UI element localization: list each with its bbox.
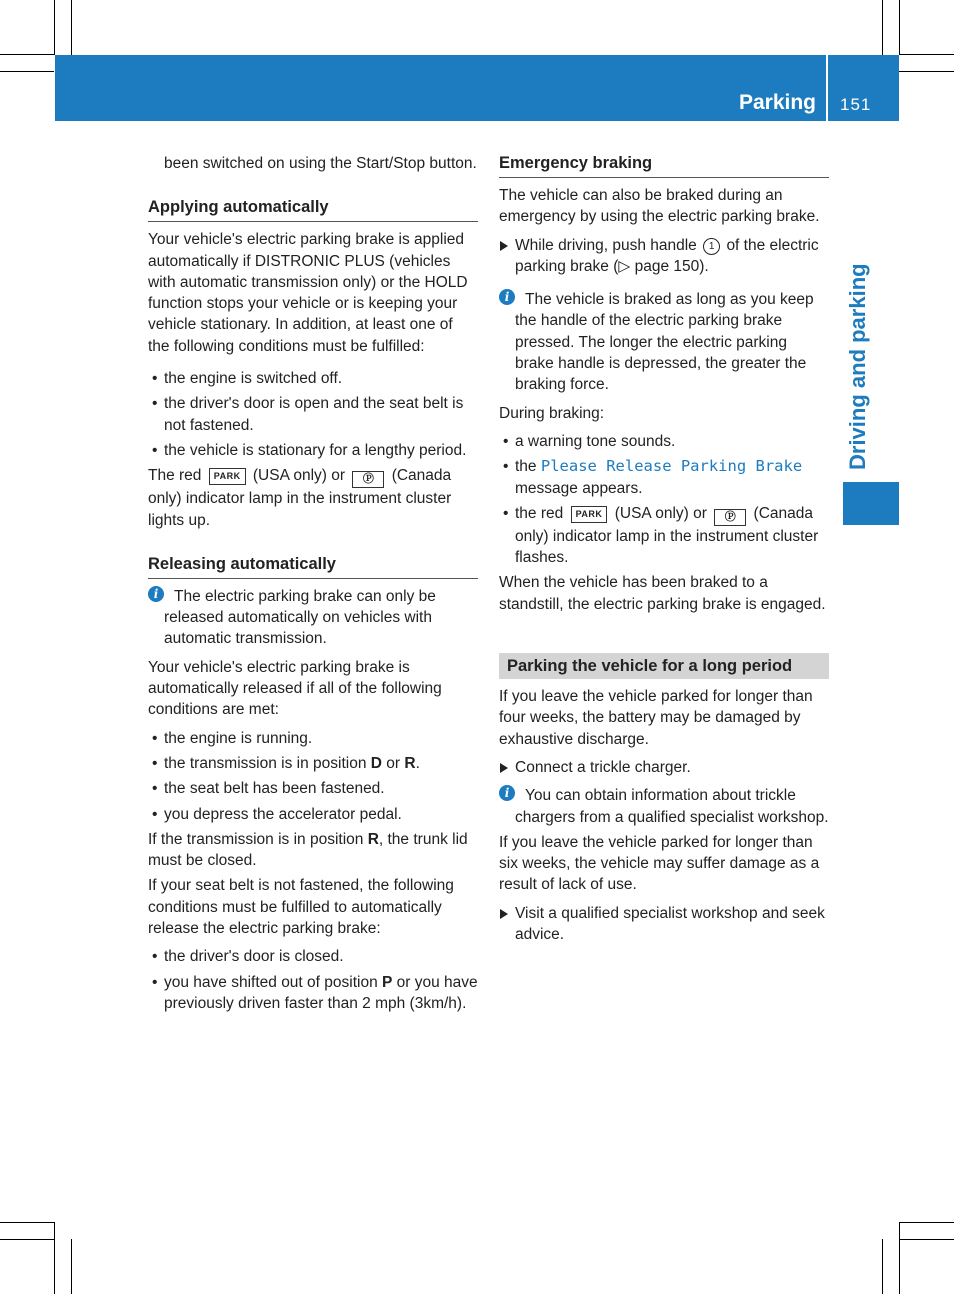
info-note [148, 586, 478, 650]
callout-number: 1 [703, 238, 720, 255]
section-title: Parking [738, 91, 816, 114]
instruction-step [499, 757, 829, 778]
crop-mark [0, 71, 54, 72]
emergency-paragraph: The vehicle can also be braked during an emergency by using the electric parking brake. [499, 187, 820, 226]
heading-applying: Applying automatically [148, 196, 478, 222]
crop-mark [899, 71, 954, 72]
heading-long-period: Parking the vehicle for a long period [499, 653, 829, 679]
display-message: Please Release Parking Brake [540, 457, 803, 476]
crop-mark [71, 0, 72, 55]
list-item-text: the [515, 458, 537, 476]
step-text: of the electric parking brake (▷ page 150). [515, 236, 819, 275]
step-text: Visit a qualified specialist workshop and seek advice. [515, 904, 825, 944]
crop-mark [0, 1222, 54, 1223]
step-text: While driving, push handle [515, 236, 697, 254]
crop-mark [899, 1222, 954, 1223]
crop-mark [882, 0, 883, 55]
standstill-paragraph: When the vehicle has been braked to a standstill, the electric parking brake is engaged. [499, 574, 826, 613]
instruction-step [499, 235, 829, 278]
instruction-step [499, 903, 829, 946]
header-divider [826, 55, 828, 121]
list-item: • the vehicle is stationary for a lengthy period. [148, 440, 478, 461]
crop-mark [71, 1239, 72, 1294]
crop-mark [0, 54, 54, 55]
crop-mark [899, 0, 900, 55]
long-period-paragraph: If you leave the vehicle parked for longer than four weeks, the battery may be damaged by exhaustive discharge. [499, 688, 813, 748]
info-note [499, 785, 829, 828]
list-item-text: you have shifted out of position [164, 973, 378, 991]
park-lamp-icon: PARK [209, 468, 246, 485]
right-column [499, 150, 829, 945]
trunk-text-pre: If the transmission is in position [148, 830, 364, 848]
list-item: • the seat belt has been fastened. [148, 778, 478, 799]
list-item-text: or [386, 754, 401, 772]
during-braking-label: During braking: [499, 404, 605, 422]
list-item: • you depress the accelerator pedal. [148, 804, 478, 825]
list-item-text: or you have previously driven faster than 2 mph (3km/h). [164, 973, 478, 1012]
gear-position-r: R [367, 830, 379, 848]
heading-releasing: Releasing automatically [148, 553, 478, 579]
step-text: Connect a trickle charger. [515, 758, 691, 776]
applying-paragraph: Your vehicle's electric parking brake is applied automatically if DISTRONIC PLUS (vehicles with automatic transmission only) or the HOLD function stops your vehicle or is keeping your vehicle stationary. In addition, at least one of the following conditions must be fulfilled: [148, 231, 468, 355]
crop-mark [899, 54, 954, 55]
list-item-text: the red [515, 504, 564, 522]
info-text: The electric parking brake can only be released automatically on vehicles with automatic transmission. [164, 587, 436, 648]
belt-paragraph: If your seat belt is not fastened, the following conditions must be fulfilled to automatically release the electric parking brake: [148, 877, 454, 938]
step-arrow-icon [500, 909, 508, 919]
list-item-text: (Canada only) indicator lamp in the instrument cluster flashes. [515, 504, 819, 567]
trunk-paragraph [148, 829, 478, 872]
step-arrow-icon [500, 241, 508, 251]
crop-mark [899, 1239, 954, 1240]
list-item [148, 972, 478, 1015]
p-lamp-icon: Ⓟ [714, 509, 746, 526]
releasing-paragraph: Your vehicle's electric parking brake is automatically released if all of the following conditions are met: [148, 658, 442, 719]
heading-emergency: Emergency braking [499, 152, 829, 178]
info-icon: i [148, 586, 164, 602]
list-item: • the driver's door is closed. [148, 946, 478, 967]
list-item: • the driver's door is open and the seat belt is not fastened. [148, 393, 478, 436]
list-item [148, 753, 478, 774]
info-text: The vehicle is braked as long as you keep the handle of the electric parking brake pressed. The longer the electric parking brake handle is depressed, the greater the braking force. [515, 291, 814, 394]
lamp-text-pre: The red [148, 467, 202, 485]
list-item-text: the transmission is in position [164, 754, 367, 772]
list-item-text: (USA only) or [614, 504, 707, 522]
gear-position-d: D [370, 754, 382, 772]
list-item [499, 503, 829, 569]
intro-text: been switched on using the Start/Stop button. [164, 155, 477, 172]
gear-position-p: P [382, 973, 393, 991]
info-icon: i [499, 785, 515, 801]
step-arrow-icon [500, 763, 508, 773]
info-icon: i [499, 289, 515, 305]
chapter-tab-marker [843, 482, 899, 525]
p-lamp-icon: Ⓟ [352, 471, 384, 488]
left-column [148, 150, 478, 1014]
gear-position-r: R [404, 754, 416, 772]
lamp-text-post: (Canada only) indicator lamp in the instrument cluster lights up. [148, 467, 452, 529]
list-item [499, 456, 829, 499]
list-item-period: . [415, 754, 420, 772]
crop-mark [54, 0, 55, 55]
park-lamp-icon: PARK [571, 506, 608, 523]
crop-mark [0, 1239, 54, 1240]
chapter-tab-label: Driving and parking [845, 263, 870, 470]
info-text: You can obtain information about trickle chargers from a qualified specialist workshop. [515, 787, 829, 826]
list-item: • a warning tone sounds. [499, 431, 829, 452]
lamp-text-mid: (USA only) or [252, 467, 346, 485]
list-item-text: message appears. [515, 479, 643, 497]
lamp-paragraph [148, 465, 478, 531]
crop-mark [899, 1222, 900, 1294]
trunk-text-post: , the trunk lid must be closed. [148, 830, 468, 870]
info-note [499, 289, 829, 395]
crop-mark [54, 1222, 55, 1294]
list-item: • the engine is running. [148, 728, 478, 749]
crop-mark [882, 1239, 883, 1294]
list-item: • the engine is switched off. [148, 368, 478, 389]
page-number: 151 [840, 95, 872, 114]
long-period-paragraph-2: If you leave the vehicle parked for longer than six weeks, the vehicle may suffer damage as a result of lack of use. [499, 833, 820, 894]
